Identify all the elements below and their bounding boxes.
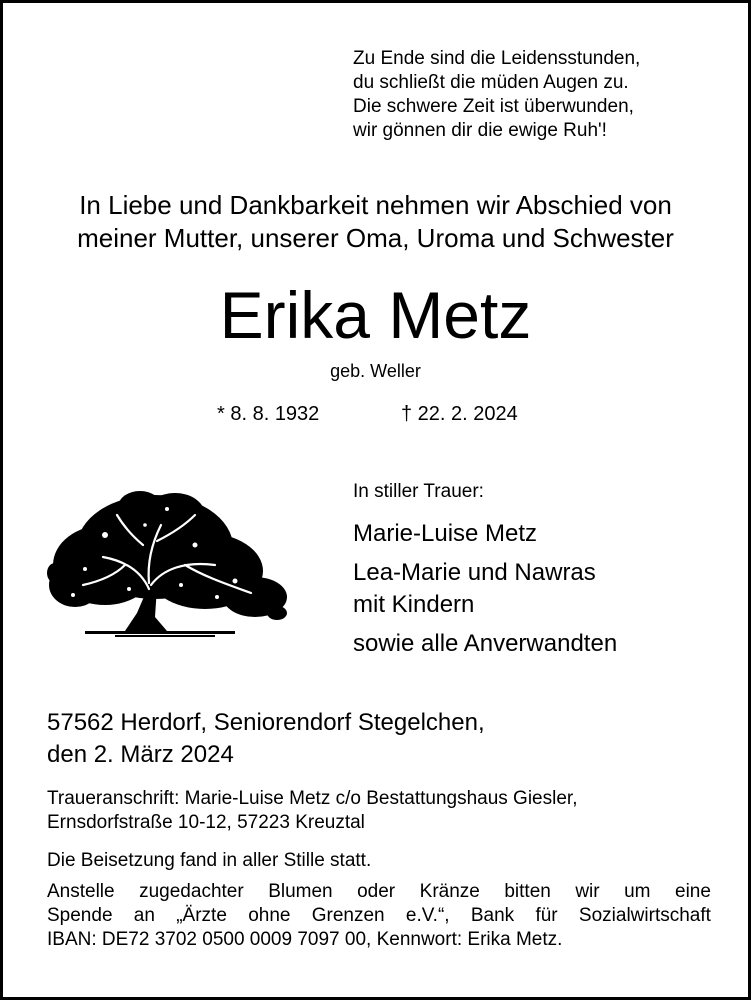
donation-word: ohne [248,905,291,926]
intro-text [3,189,748,255]
deceased-name: Erika Metz [219,278,532,352]
intro-line: meiner Mutter, unserer Oma, Uroma und Schwester [77,223,674,253]
donation-word: zugedachter [139,881,244,902]
intro-line: In Liebe und Dankbarkeit nehmen wir Abschied von [79,190,672,220]
donation-word: Sozialwirtschaft [578,905,711,926]
donation-word: wir [575,881,600,902]
donation-line-1 [47,880,711,904]
donation-word: Kränze [419,881,480,902]
mourning-label: In stiller Trauer: [353,481,484,502]
death-date: † 22. 2. 2024 [401,403,518,425]
donation-word: um [624,881,651,902]
mourner-name: sowie alle Anverwandten [353,630,618,657]
donation-word: an [133,905,155,926]
poem-line: Die schwere Zeit ist überwunden, [353,96,634,117]
date-line: den 2. März 2024 [47,741,234,768]
birth-name: geb. Weller [330,361,421,381]
place-line: 57562 Herdorf, Seniorendorf Stegelchen, [47,709,485,736]
donation-word: Bank [470,905,515,926]
donation-line-2 [47,904,711,928]
place-and-date [47,707,485,771]
tree-icon [45,485,289,645]
donation-word: Spende [47,905,113,926]
donation-word: Blumen [268,881,333,902]
donation-word: Grenzen [311,905,385,926]
donation-word: eine [675,881,711,902]
birth-date: * 8. 8. 1932 [217,403,320,425]
mourner-name: Marie-Luise Metz [353,520,538,547]
mourner-name: Lea-Marie und Nawras [353,559,596,586]
memorial-poem [353,47,640,143]
donation-word: e.V.“, [405,905,450,926]
burial-note: Die Beisetzung fand in aller Stille statt. [47,850,372,871]
poem-line: du schließt die müden Augen zu. [353,72,629,93]
poem-line: wir gönnen dir die ewige Ruh'! [353,120,607,141]
donation-iban: IBAN: DE72 3702 0500 0009 7097 00, Kennwort: Erika Metz. [47,929,563,950]
donation-word: „Ärzte [176,905,227,926]
address-line: Traueranschrift: Marie-Luise Metz c/o Bestattungshaus Giesler, [47,788,578,809]
address-line: Ernsdorfstraße 10-12, 57223 Kreuztal [47,812,365,833]
donation-request [47,880,711,952]
donation-line-3 [47,928,711,952]
mourning-address [47,787,577,835]
donation-word: für [535,905,558,926]
donation-word: Anstelle [47,881,115,902]
poem-line: Zu Ende sind die Leidensstunden, [353,48,641,69]
mourners-list [353,518,617,660]
donation-word: bitten [504,881,551,902]
mourner-name: mit Kindern [353,591,475,618]
donation-word: oder [357,881,396,902]
